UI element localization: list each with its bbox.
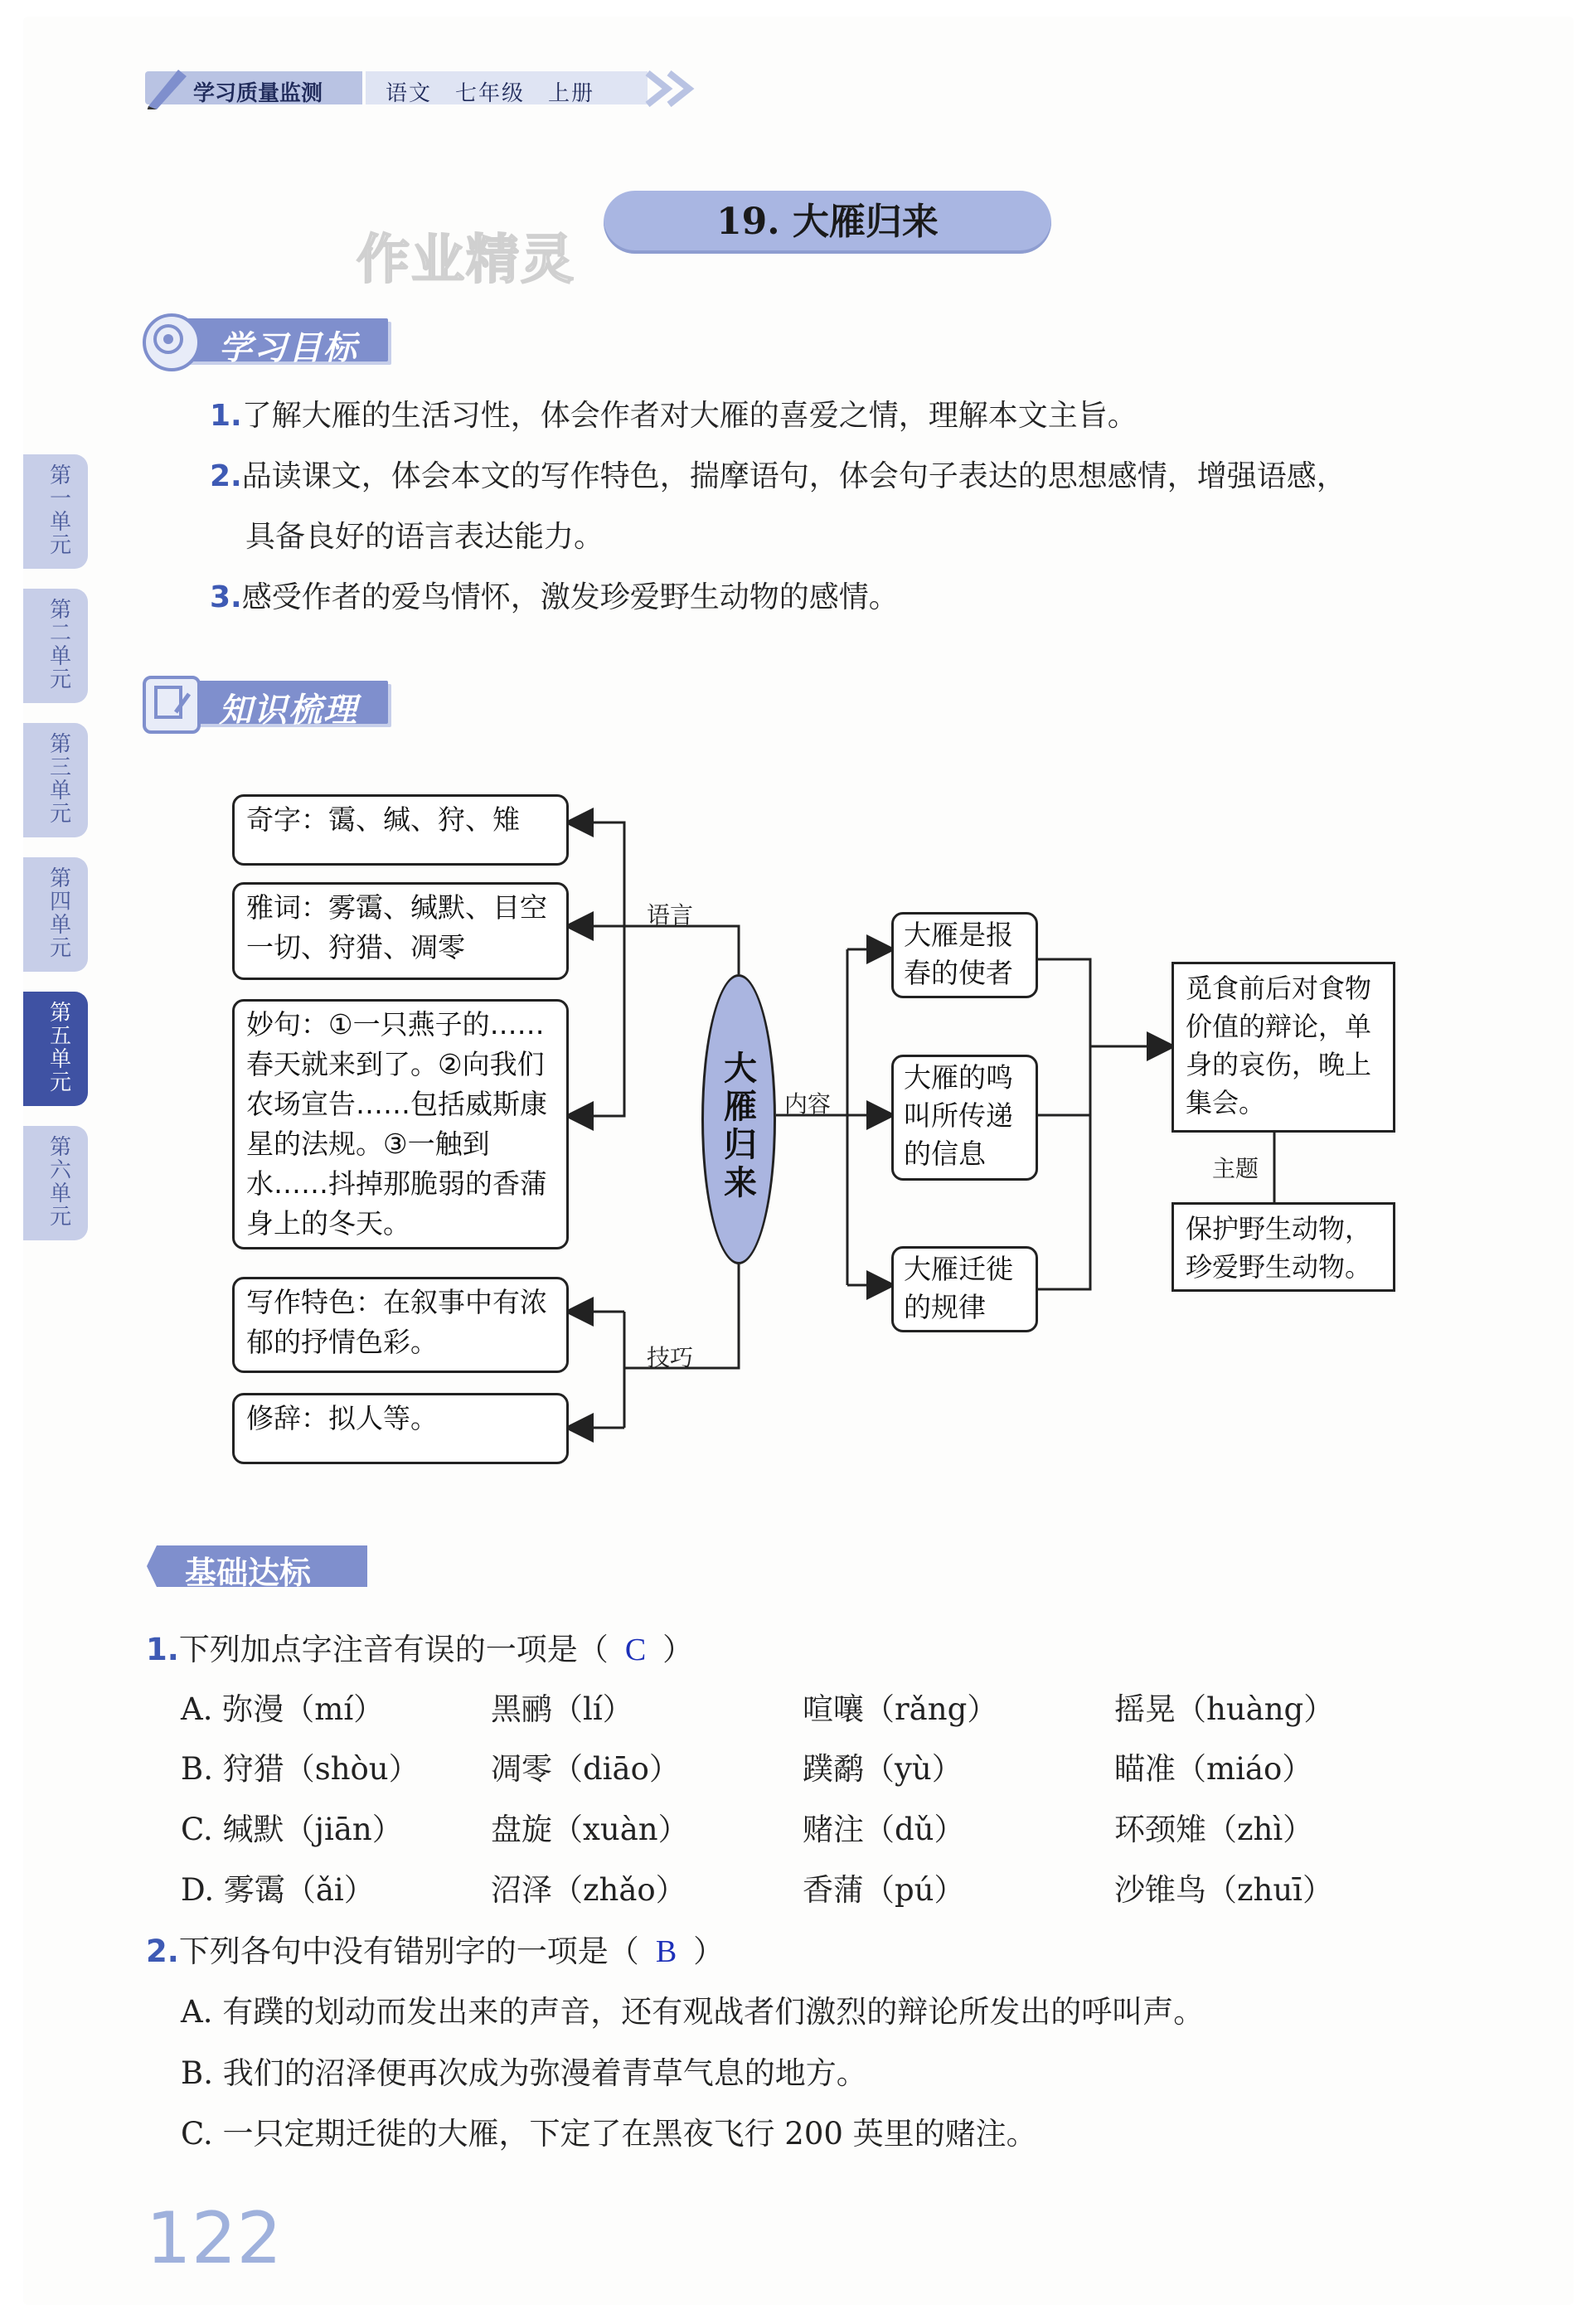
mindmap-center-label: 大雁归来 (724, 1050, 757, 1202)
objective-item-2: 2.品读课文，体会本文的写作特色，揣摩语句，体会句子表达的思想感情，增强语感， (210, 459, 1346, 493)
tab-unit-4[interactable]: 第四单元 (23, 857, 88, 972)
tab-unit-5[interactable]: 第五单元 (23, 992, 88, 1106)
q1-option-b-3: 蹼鹬（yù） (803, 1751, 963, 1787)
mindmap-box-writing-feature: 写作特色：在叙事中有浓郁的抒情色彩。 (232, 1277, 569, 1373)
objective-item-3: 3.感受作者的爱鸟情怀，激发珍爱野生动物的感情。 (210, 580, 899, 614)
tab-unit-6[interactable]: 第六单元 (23, 1126, 88, 1240)
question-1: 1.下列加点字注音有误的一项是（ C ） (146, 1632, 694, 1667)
tab-unit-3[interactable]: 第三单元 (23, 723, 88, 837)
tab-unit-1[interactable]: 第一单元 (23, 454, 88, 569)
tab-unit-2[interactable]: 第二单元 (23, 589, 88, 703)
label-theme: 主题 (1212, 1155, 1259, 1182)
section-title: 学习目标 (219, 329, 358, 367)
page-number: 122 (146, 2197, 283, 2280)
mindmap-box-migration-rule: 大雁迁徙的规律 (891, 1246, 1038, 1332)
watermark: 作业精灵 (357, 230, 575, 291)
q1-option-b-1: B. 狩猎（shòu） (181, 1751, 420, 1787)
label-content: 内容 (784, 1090, 832, 1118)
q1-option-d-4: 沙锥鸟（zhuī） (1114, 1872, 1333, 1908)
header-subject: 语文 七年级 上册 (386, 81, 595, 106)
mindmap-box-spring-messenger: 大雁是报春的使者 (891, 912, 1038, 998)
q2-option-b: B. 我们的沼泽便再次成为弥漫着青草气息的地方。 (181, 2055, 867, 2091)
mindmap-box-content-summary: 觅食前后对食物价值的辩论，单身的哀伤，晚上集会。 (1172, 962, 1395, 1133)
q1-option-d-1: D. 雾霭（ǎi） (181, 1872, 375, 1908)
mindmap-box-elegant-words: 雅词：雾霭、缄默、目空一切、狩猎、凋零 (232, 882, 569, 980)
q1-option-a-3: 喧嚷（rǎng） (803, 1691, 998, 1727)
q1-option-b-2: 凋零（diāo） (491, 1751, 680, 1787)
mindmap-box-theme: 保护野生动物，珍爱野生动物。 (1172, 1202, 1395, 1292)
objective-item-1: 1.了解大雁的生活习性，体会作者对大雁的喜爱之情，理解本文主旨。 (210, 399, 1138, 433)
q2-option-c: C. 一只定期迁徙的大雁，下定了在黑夜飞行 200 英里的赌注。 (181, 2116, 1037, 2152)
lesson-title: 19. 大雁归来 (716, 201, 939, 243)
header-series: 学习质量监测 (193, 81, 323, 106)
q1-option-c-4: 环颈雉（zhì） (1114, 1812, 1314, 1847)
q1-option-d-2: 沼泽（zhǎo） (491, 1872, 686, 1908)
q1-option-d-3: 香蒲（pú） (803, 1872, 965, 1908)
mindmap-box-call-message: 大雁的鸣叫所传递的信息 (891, 1055, 1038, 1181)
mindmap-center-ellipse (701, 974, 776, 1264)
section-title: 知识梳理 (219, 691, 358, 730)
q1-option-c-2: 盘旋（xuàn） (491, 1812, 689, 1847)
q1-option-a-1: A. 弥漫（mí） (181, 1691, 385, 1727)
mindmap-box-fine-sentences: 妙句：①一只燕子的……春天就来到了。②向我们农场宣告……包括威斯康星的法规。③一触到水……抖掉那脆弱的香蒲身上的冬天。 (232, 999, 569, 1249)
label-language: 语言 (647, 901, 694, 929)
q1-option-c-1: C. 缄默（jiān） (181, 1812, 403, 1847)
q1-option-a-4: 摇晃（huàng） (1114, 1691, 1335, 1727)
q1-option-b-4: 瞄准（miáo） (1114, 1751, 1313, 1787)
section-title: 基础达标 (185, 1555, 312, 1591)
answer-2: B (655, 1934, 677, 1969)
answer-1: C (624, 1633, 647, 1667)
q2-option-a: A. 有蹼的划动而发出来的声音，还有观战者们激烈的辩论所发出的呼叫声。 (181, 1994, 1205, 2030)
question-2: 2.下列各句中没有错别字的一项是（ B ） (146, 1933, 725, 1969)
q1-option-c-3: 赌注（dǔ） (803, 1812, 965, 1847)
mindmap-box-rhetoric: 修辞：拟人等。 (232, 1393, 569, 1464)
objective-item-2-cont: 具备良好的语言表达能力。 (245, 520, 604, 554)
q1-option-a-2: 黑鹂（lí） (491, 1691, 633, 1727)
mindmap-box-rare-words: 奇字：霭、缄、狩、雉 (232, 794, 569, 866)
label-technique: 技巧 (647, 1344, 694, 1371)
section-header-basics (145, 1542, 373, 1590)
